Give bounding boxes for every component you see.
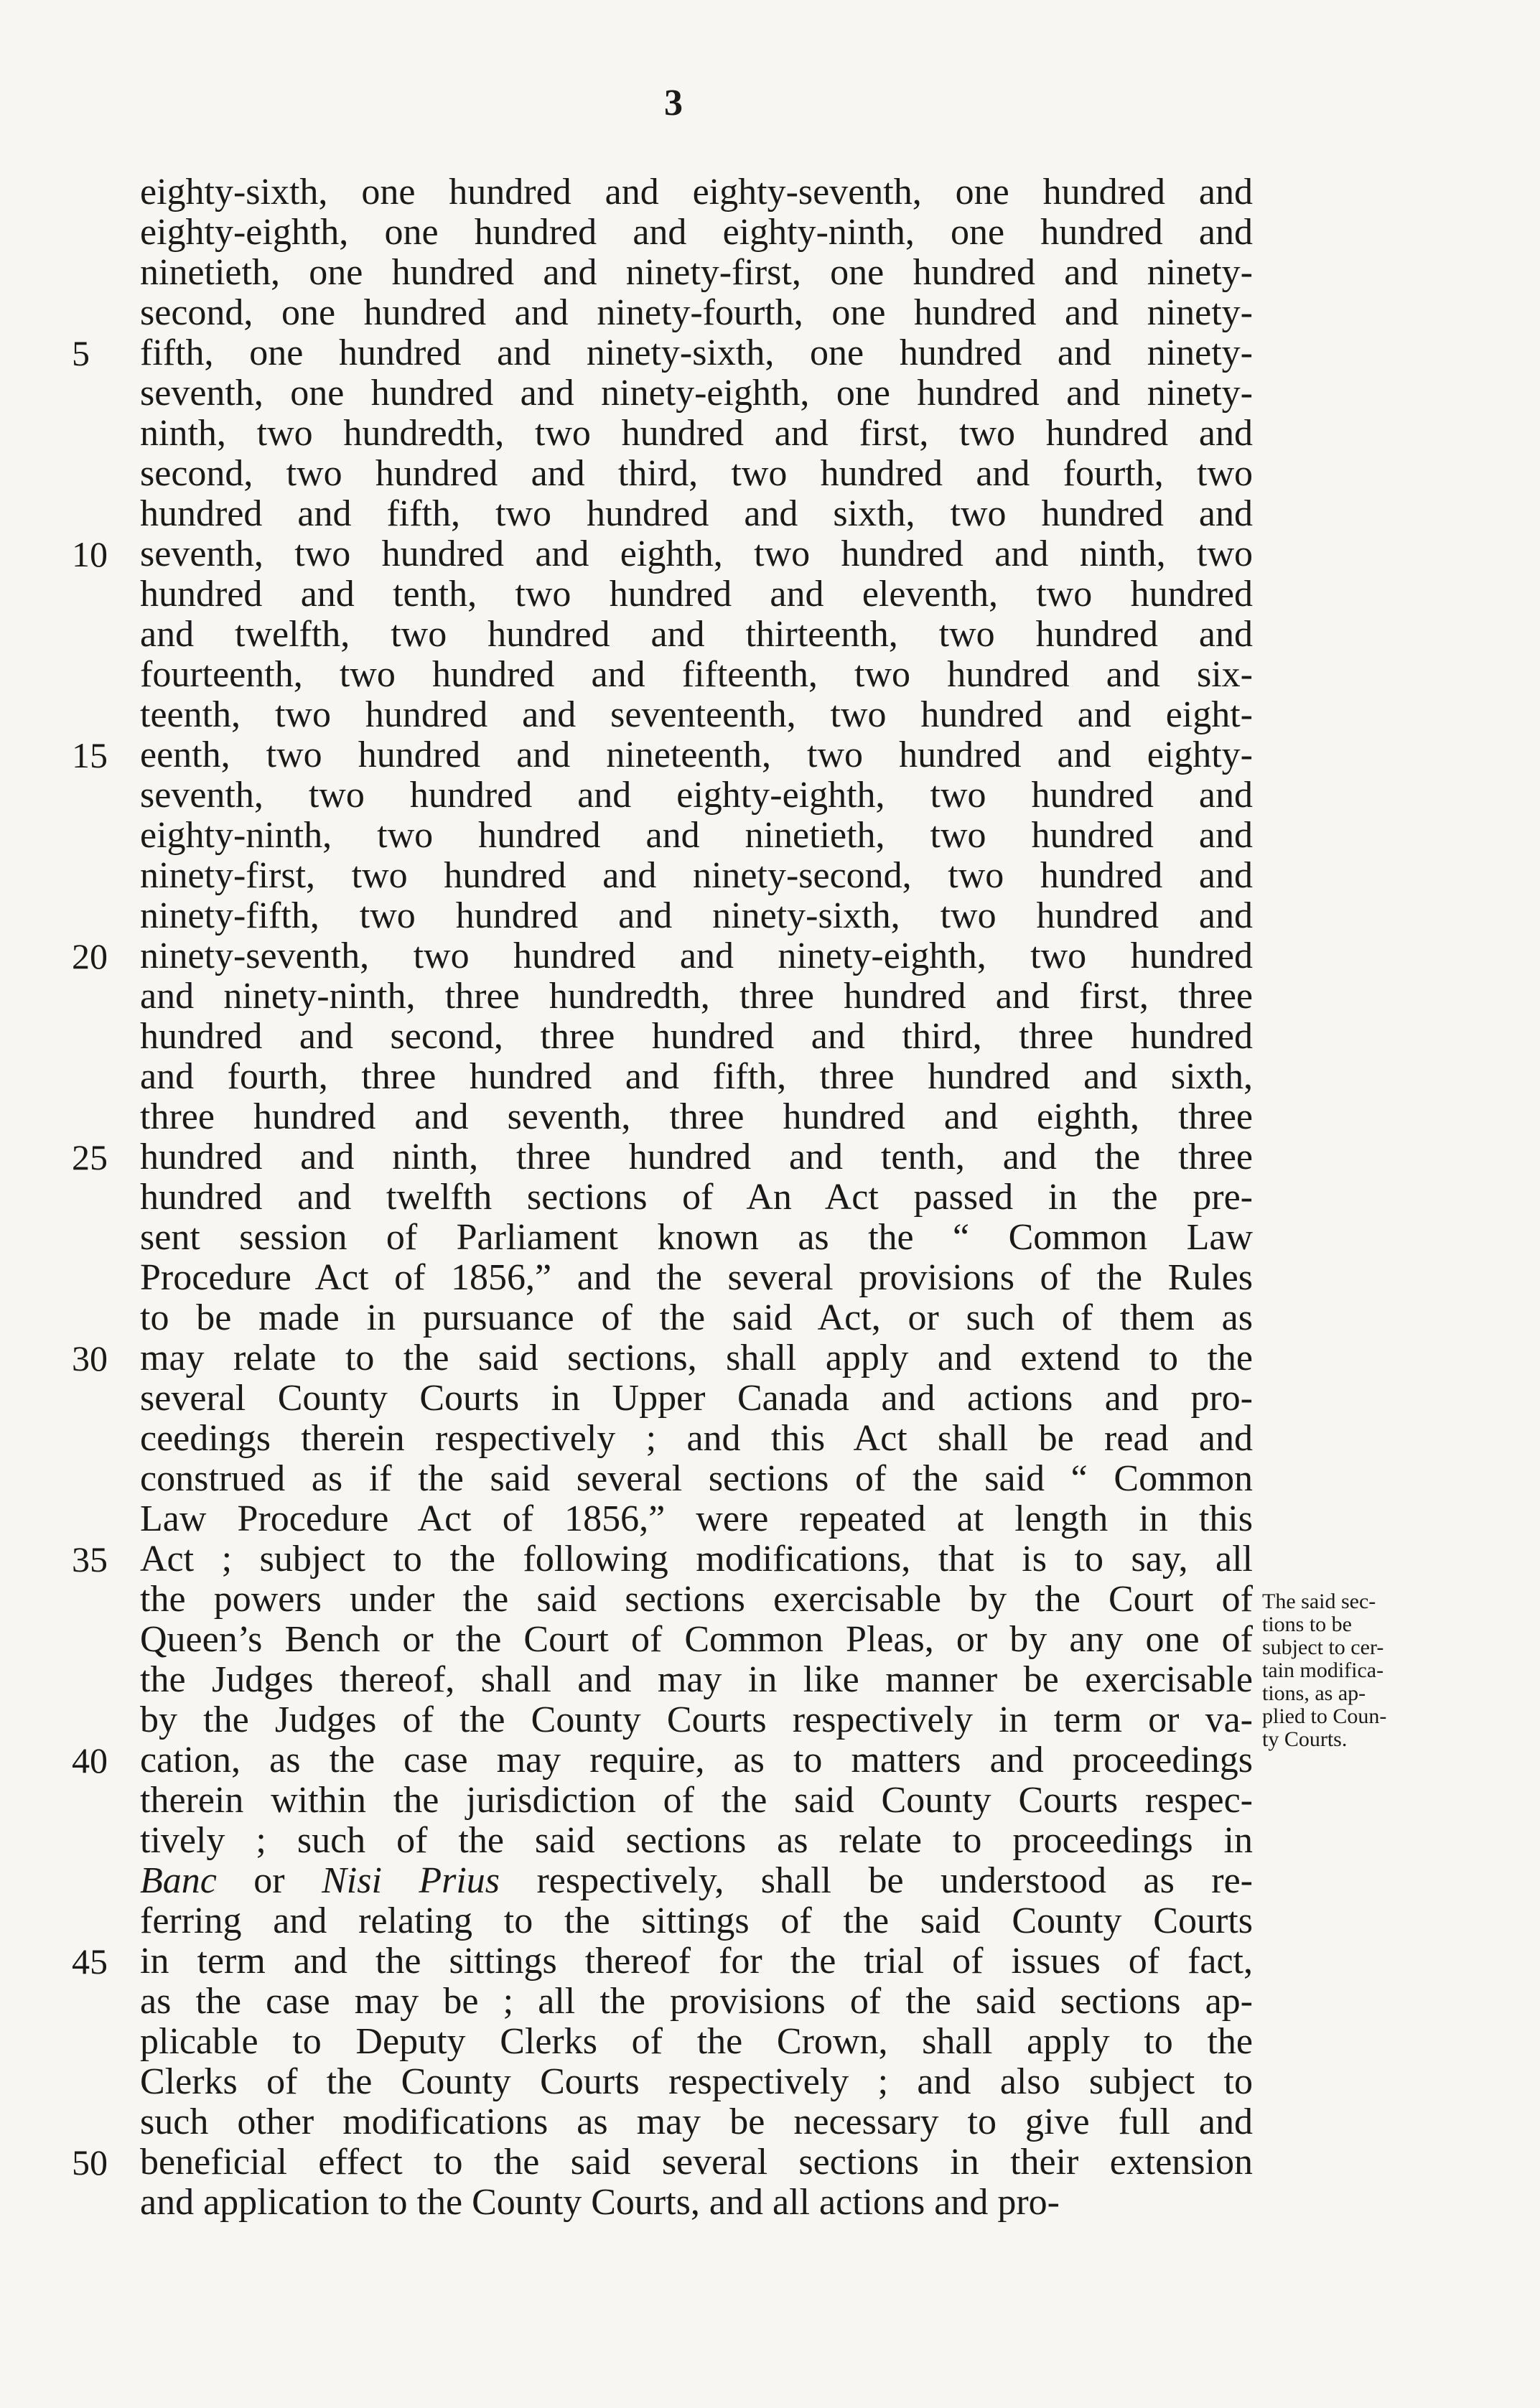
line-number: 50 bbox=[72, 2142, 108, 2183]
text-line: second, one hundred and ninety-fourth, one hundred and ninety- bbox=[140, 292, 1253, 333]
italic-term: Nisi Prius bbox=[322, 1860, 500, 1901]
text-line: second, two hundred and third, two hundred and fourth, two bbox=[140, 453, 1253, 494]
text-line: seventh, two hundred and eighth, two hundred and ninth, two bbox=[140, 533, 1253, 574]
marginal-note-line: tions, as ap- bbox=[1262, 1681, 1366, 1705]
text-line: ninetieth, one hundred and ninety-first, one hundred and ninety- bbox=[140, 252, 1253, 293]
text-line: as the case may be ; all the provisions of the said sections ap- bbox=[140, 1981, 1253, 2022]
text-line: three hundred and seventh, three hundred and eighth, three bbox=[140, 1096, 1253, 1137]
line-number: 10 bbox=[72, 534, 108, 574]
marginal-note bbox=[1262, 1590, 1478, 1751]
marginal-note-line: The said sec- bbox=[1262, 1590, 1376, 1613]
text-line: hundred and fifth, two hundred and sixth, two hundred and bbox=[140, 493, 1253, 534]
text-line: such other modifications as may be necessary to give full and bbox=[140, 2101, 1253, 2142]
line-number: 5 bbox=[72, 333, 90, 373]
marginal-note-line: ty Courts. bbox=[1262, 1727, 1348, 1751]
text-line: teenth, two hundred and seventeenth, two hundred and eight- bbox=[140, 694, 1253, 735]
text-segment: or bbox=[216, 1860, 322, 1901]
text-line: hundred and second, three hundred and third, three hundred bbox=[140, 1016, 1253, 1057]
line-number: 40 bbox=[72, 1740, 108, 1781]
text-line: eighty-eighth, one hundred and eighty-ninth, one hundred and bbox=[140, 212, 1253, 253]
text-line: and twelfth, two hundred and thirteenth, two hundred and bbox=[140, 614, 1253, 655]
text-line: Procedure Act of 1856,” and the several provisions of the Rules bbox=[140, 1257, 1253, 1298]
marginal-note-line: subject to cer- bbox=[1262, 1635, 1384, 1659]
text-line: eighty-sixth, one hundred and eighty-seventh, one hundred and bbox=[140, 172, 1253, 213]
line-number: 30 bbox=[72, 1338, 108, 1378]
text-line: ninth, two hundredth, two hundred and first, two hundred and bbox=[140, 413, 1253, 454]
text-line: tively ; such of the said sections as relate to proceedings in bbox=[140, 1820, 1253, 1861]
text-line: the powers under the said sections exercisable by the Court of bbox=[140, 1579, 1253, 1620]
text-line: sent session of Parliament known as the “ Common Law bbox=[140, 1217, 1253, 1258]
text-line: and application to the County Courts, and all actions and pro- bbox=[140, 2182, 1060, 2223]
text-line: by the Judges of the County Courts respectively in term or va- bbox=[140, 1699, 1253, 1740]
text-line: fifth, one hundred and ninety-sixth, one hundred and ninety- bbox=[140, 332, 1253, 373]
text-line: Queen’s Bench or the Court of Common Pleas, or by any one of bbox=[140, 1619, 1253, 1660]
text-line bbox=[140, 1861, 1253, 1901]
text-line: Clerks of the County Courts respectively ; and also subject to bbox=[140, 2061, 1253, 2102]
line-number: 25 bbox=[72, 1137, 108, 1177]
text-line: eighty-ninth, two hundred and ninetieth, two hundred and bbox=[140, 815, 1253, 856]
text-line: the Judges thereof, shall and may in like manner be exercisable bbox=[140, 1659, 1253, 1700]
italic-term: Banc bbox=[140, 1860, 217, 1901]
text-line: may relate to the said sections, shall apply and extend to the bbox=[140, 1338, 1253, 1378]
text-line: eenth, two hundred and nineteenth, two hundred and eighty- bbox=[140, 734, 1253, 775]
text-line: to be made in pursuance of the said Act, or such of them as bbox=[140, 1297, 1253, 1338]
marginal-note-line: tain modifica- bbox=[1262, 1658, 1384, 1682]
text-line: beneficial effect to the said several sections in their extension bbox=[140, 2142, 1253, 2183]
text-line: ceedings therein respectively ; and this Act shall be read and bbox=[140, 1418, 1253, 1459]
text-line: seventh, one hundred and ninety-eighth, one hundred and ninety- bbox=[140, 373, 1253, 414]
text-line: plicable to Deputy Clerks of the Crown, shall apply to the bbox=[140, 2021, 1253, 2062]
text-line: ninety-seventh, two hundred and ninety-eighth, two hundred bbox=[140, 935, 1253, 976]
text-line: and ninety-ninth, three hundredth, three hundred and first, three bbox=[140, 976, 1253, 1017]
text-line: hundred and twelfth sections of An Act passed in the pre- bbox=[140, 1177, 1253, 1218]
line-number: 15 bbox=[72, 735, 108, 775]
text-line: hundred and tenth, two hundred and eleventh, two hundred bbox=[140, 574, 1253, 615]
text-line: ninety-first, two hundred and ninety-second, two hundred and bbox=[140, 855, 1253, 896]
marginal-note-line: plied to Coun- bbox=[1262, 1704, 1387, 1728]
text-line: Act ; subject to the following modifications, that is to say, all bbox=[140, 1539, 1253, 1579]
text-line: construed as if the said several sections of the said “ Common bbox=[140, 1458, 1253, 1499]
text-segment: respectively, shall be understood as re- bbox=[500, 1860, 1253, 1901]
text-line: therein within the jurisdiction of the said County Courts respec- bbox=[140, 1780, 1253, 1821]
text-line: ninety-fifth, two hundred and ninety-sixth, two hundred and bbox=[140, 895, 1253, 936]
text-line: ferring and relating to the sittings of the said County Courts bbox=[140, 1900, 1253, 1941]
text-line: in term and the sittings thereof for the trial of issues of fact, bbox=[140, 1941, 1253, 1982]
page-number: 3 bbox=[664, 83, 683, 123]
text-line: cation, as the case may require, as to matters and proceedings bbox=[140, 1740, 1253, 1781]
line-number: 45 bbox=[72, 1941, 108, 1982]
text-line: several County Courts in Upper Canada and actions and pro- bbox=[140, 1378, 1253, 1419]
text-line: Law Procedure Act of 1856,” were repeated at length in this bbox=[140, 1498, 1253, 1539]
text-line: fourteenth, two hundred and fifteenth, two hundred and six- bbox=[140, 654, 1253, 695]
line-number: 35 bbox=[72, 1539, 108, 1579]
marginal-note-line: tions to be bbox=[1262, 1613, 1352, 1636]
text-line: hundred and ninth, three hundred and tenth, and the three bbox=[140, 1137, 1253, 1177]
text-line: and fourth, three hundred and fifth, three hundred and sixth, bbox=[140, 1056, 1253, 1097]
text-line: seventh, two hundred and eighty-eighth, two hundred and bbox=[140, 775, 1253, 816]
line-number: 20 bbox=[72, 936, 108, 976]
